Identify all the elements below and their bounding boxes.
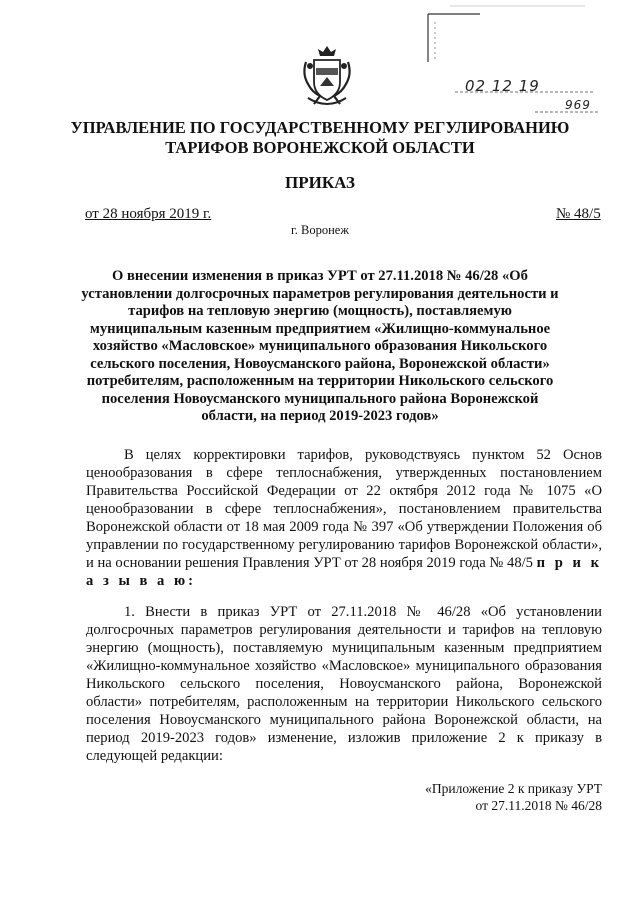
appendix-line-1: «Приложение 2 к приказу УРТ [425, 781, 602, 796]
stamp-date: 02 12 19 [465, 77, 540, 95]
document-city: г. Воронеж [291, 223, 349, 237]
document-type: ПРИКАЗ [285, 173, 355, 192]
organization-line-2: ТАРИФОВ ВОРОНЕЖСКОЙ ОБЛАСТИ [165, 138, 475, 157]
preamble-paragraph [86, 446, 602, 590]
stamp-frame [425, 0, 625, 118]
organization-header [60, 118, 580, 158]
organization-line-1: УПРАВЛЕНИЕ ПО ГОСУДАРСТВЕННОМУ РЕГУЛИРОВАНИЮ [70, 118, 570, 137]
preamble-text: В целях корректировки тарифов, руководствуясь пунктом 52 Основ ценообразования в сфере теплоснабжения, утвержденных постановлением Правительства Российской Федерации от 22 октября 2012 года № 1075 «О ценообразовании в сфере теплоснабжения», постановлением правительства Воронежской области от 18 мая 2009 года № 397 «Об утверждении Положения об управлении по государственному регулированию тарифов Воронежской области», и на основании решения Правления УРТ от 28 ноября 2019 года № 48/5 [86, 447, 602, 571]
coat-of-arms-emblem [300, 44, 354, 110]
document-subject: О внесении изменения в приказ УРТ от 27.11.2018 № 46/28 «Об установлении долгосрочных параметров регулирования деятельности и тарифов на тепловую энергию (мощность), поставляемую муниципальным казенным предприятием «Жилищно-коммунальное хозяйство «Масловское» муниципального образования Никольского сельского поселения, Новоусманского района, Воронежской области» потребителям, расположенным на территории Никольского сельского поселения Новоусманского муниципального района Воронежской области, на период 2019-2023 годов» [81, 268, 559, 424]
clause-1-paragraph: 1. Внести в приказ УРТ от 27.11.2018 № 46/28 «Об установлении долгосрочных параметров регулирования деятельности и тарифов на тепловую энергию (мощность), поставляемую муниципальным казенным предприятием «Жилищно-коммунальное хозяйство «Масловское» муниципального образования Никольского сельского поселения, Новоусманского района, Воронежской области» потребителям, расположенным на территории Никольского сельского поселения Новоусманского муниципального района Воронежской области, на период 2019-2023 годов» изменение, изложив приложение 2 к приказу в следующей редакции: [86, 604, 602, 764]
document-date: от 28 ноября 2019 г. [85, 206, 212, 222]
appendix-line-2: от 27.11.2018 № 46/28 [475, 798, 602, 813]
document-number: № 48/5 [556, 206, 601, 222]
appendix-reference [380, 780, 602, 814]
registration-stamp [425, 0, 625, 118]
stamp-number: 969 [565, 98, 591, 112]
order-keyword: п р и к а з ы в а ю: [86, 555, 602, 589]
